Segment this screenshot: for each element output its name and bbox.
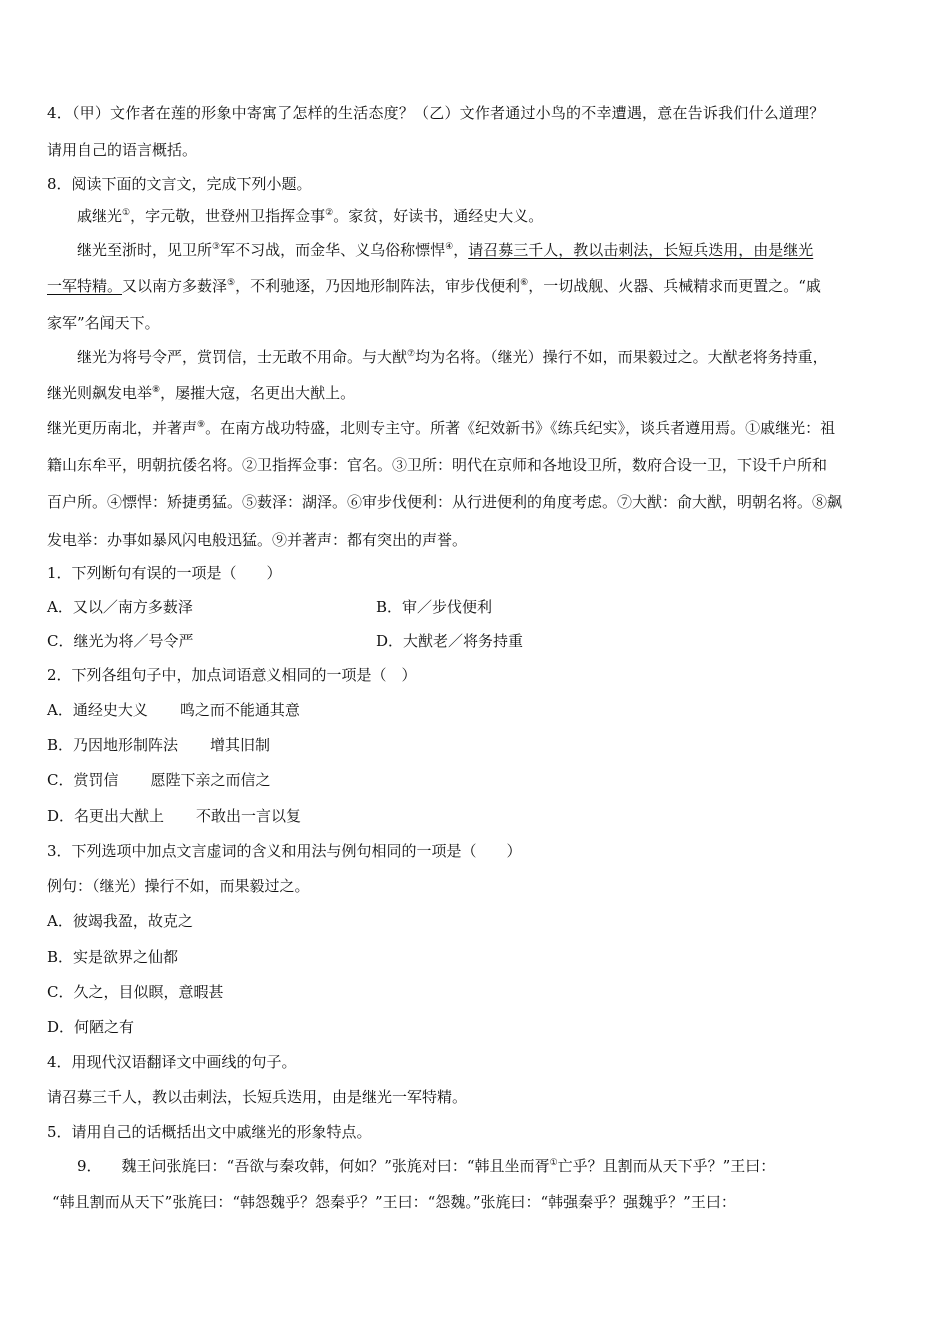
sub4-sentence: 请召募三千人，教以击刺法，长短兵迭用，由是继光一军特精。 bbox=[47, 1088, 468, 1106]
sub2-option-b: B．乃因地形制阵法 增其旧制 bbox=[47, 736, 271, 754]
underlined-sentence-end: 一军特精。 bbox=[47, 277, 123, 295]
sub3-example: 例句：（继光）操行不如，而果毅过之。 bbox=[47, 877, 310, 895]
sub3-option-c: C．久之，目似瞑，意暇甚 bbox=[47, 983, 224, 1001]
q9-line-1: 9． 魏王问张旄曰：“吾欲与秦攻韩，何如？”张旄对曰：“韩且坐而胥①亡乎？且割而从天下乎？”王曰： bbox=[77, 1157, 776, 1175]
sub3-option-a: A．彼竭我盈，故克之 bbox=[47, 912, 193, 930]
q9-line-2: “韩且割而从天下”张旄曰：“韩怨魏乎？怨秦乎？”王曰：“怨魏。”张旄曰：“韩强秦乎？强魏乎？”王曰： bbox=[52, 1193, 736, 1211]
sub1-option-b: B．审／步伐便利 bbox=[376, 598, 493, 616]
passage-para-2-line-1: 继光至浙时，见卫所③军不习战，而金华、义乌俗称慓悍④，请召募三千人，教以击刺法，长短兵迭用，由是继光 bbox=[77, 241, 814, 259]
q8-heading: 8．阅读下面的文言文，完成下列小题。 bbox=[47, 175, 312, 193]
sub1-option-a: A．又以／南方多薮泽 bbox=[47, 598, 193, 616]
sub2-option-d: D．名更出大猷上 不敢出一言以复 bbox=[47, 807, 302, 825]
sub4-stem: 4．用现代汉语翻译文中画线的句子。 bbox=[47, 1053, 297, 1071]
sub1-option-d: D．大猷老／将务持重 bbox=[376, 632, 524, 650]
sub3-option-d: D．何陋之有 bbox=[47, 1018, 135, 1036]
sub2-option-a: A．通经史大义 鸣之而不能通其意 bbox=[47, 701, 300, 719]
footnote-line-2: 百户所。④慓悍：矫捷勇猛。⑤薮泽：湖泽。⑥审步伐便利：从行进便利的角度考虑。⑦大猷：俞大猷，明朝名将。⑧飙 bbox=[47, 493, 843, 511]
sub1-stem: 1．下列断句有误的一项是（ ） bbox=[47, 564, 282, 582]
passage-para-1: 戚继光①，字元敬，世登州卫指挥佥事②。家贫，好读书，通经史大义。 bbox=[77, 207, 544, 225]
footnote-line-1: 籍山东牟平，明朝抗倭名将。②卫指挥佥事：官名。③卫所：明代在京师和各地设卫所，数府合设一卫，下设千户所和 bbox=[47, 456, 828, 474]
sub5-stem: 5．请用自己的话概括出文中戚继光的形象特点。 bbox=[47, 1123, 372, 1141]
q4-line-2: 请用自己的语言概括。 bbox=[47, 141, 198, 159]
footnote-line-3: 发电举：办事如暴风闪电般迅猛。⑨并著声：都有突出的声誉。 bbox=[47, 531, 468, 549]
sub2-option-c: C．赏罚信 愿陛下亲之而信之 bbox=[47, 771, 271, 789]
passage-para-2-line-2: 一军特精。又以南方多薮泽⑤，不利驰逐，乃因地形制阵法，审步伐便利⑥，一切战舰、火器、兵械精求而更置之。“戚 bbox=[47, 277, 821, 295]
q4-line-1: 4．（甲）文作者在莲的形象中寄寓了怎样的生活态度？（乙）文作者通过小鸟的不幸遭遇，意在告诉我们什么道理？ bbox=[47, 104, 825, 122]
passage-para-2-line-3: 家军”名闻天下。 bbox=[47, 314, 160, 332]
underlined-sentence: 请召募三千人，教以击刺法，长短兵迭用，由是继光 bbox=[468, 241, 814, 259]
passage-para-3-line-2: 继光则飙发电举⑧，屡摧大寇，名更出大猷上。 bbox=[47, 384, 356, 402]
passage-para-4-line-1: 继光更历南北，并著声⑨。在南方战功特盛，北则专主守。所著《纪效新书》《练兵纪实》，谈兵者遵用焉。①戚继光：祖 bbox=[47, 419, 836, 437]
sub3-stem: 3．下列选项中加点文言虚词的含义和用法与例句相同的一项是（ ） bbox=[47, 842, 522, 860]
passage-para-3-line-1: 继光为将号令严，赏罚信，士无敢不用命。与大猷⑦均为名将。（继光）操行不如，而果毅过之。大猷老将务持重， bbox=[77, 348, 828, 366]
q9-number: 9． bbox=[77, 1157, 102, 1175]
sub1-option-c: C．继光为将／号令严 bbox=[47, 632, 194, 650]
sub3-option-b: B．实是欲界之仙都 bbox=[47, 948, 179, 966]
sub2-stem: 2．下列各组句子中，加点词语意义相同的一项是（ ） bbox=[47, 666, 417, 684]
